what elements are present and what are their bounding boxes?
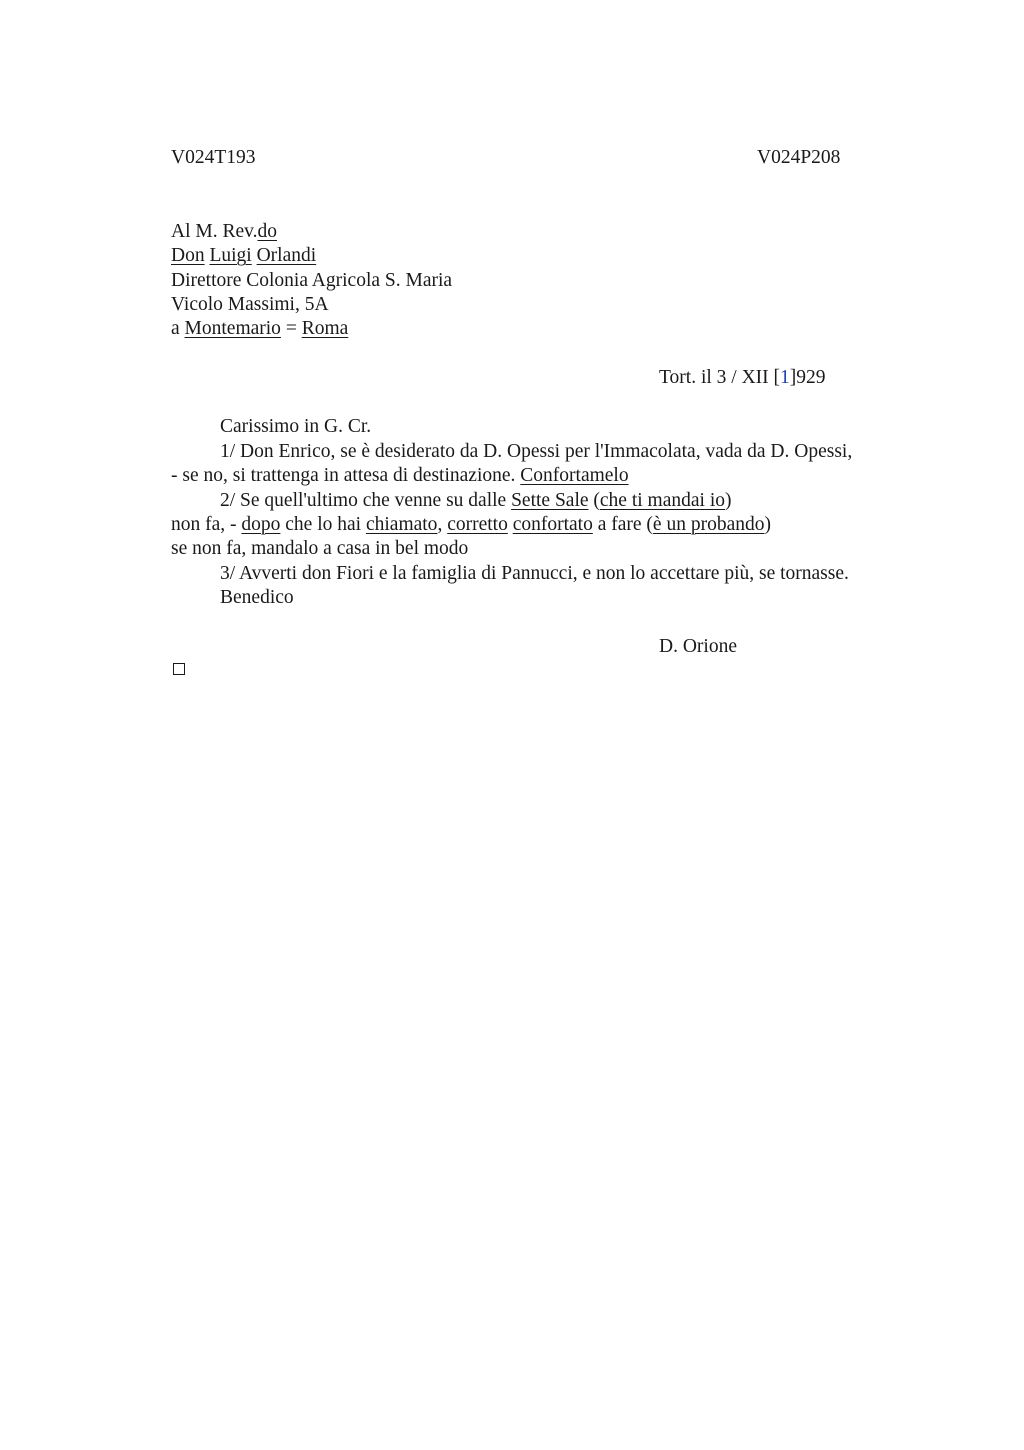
address-title-suffix: do <box>257 221 277 242</box>
address-line-5 <box>171 317 348 341</box>
p2l2-u4: confortato <box>512 514 593 535</box>
p2l1-c: ) <box>725 490 732 511</box>
address-line-3: Direttore Colonia Agricola S. Maria <box>171 270 453 291</box>
p2l1-u1: Sette Sale <box>511 490 589 511</box>
address-first-name: Luigi <box>209 245 252 266</box>
p2l2-u5: è un probando <box>652 514 765 535</box>
footnote-ref[interactable]: 1 <box>780 367 790 388</box>
date-prefix: Tort. il 3 / XII [ <box>659 367 781 388</box>
salutation: Carissimo in G. Cr. <box>220 416 372 437</box>
date-suffix: ]929 <box>789 367 826 388</box>
address-separator: = <box>280 318 302 339</box>
address-last-name: Orlandi <box>256 245 317 266</box>
address-line-2 <box>171 244 316 268</box>
address-place: Montemario <box>184 318 281 339</box>
p2l2-u1: dopo <box>241 514 281 535</box>
signature: D. Orione <box>659 636 737 657</box>
paragraph-2-line-3: se non fa, mandalo a casa in bel modo <box>171 538 469 559</box>
p2l2-b: che lo hai <box>280 514 366 535</box>
address-city: Roma <box>301 318 349 339</box>
p2l1-u2: che ti mandai io <box>599 490 725 511</box>
p2l2-c: , <box>437 514 448 535</box>
p2l2-e: a fare ( <box>592 514 653 535</box>
p2l2-f: ) <box>764 514 771 535</box>
address-line-1 <box>171 220 277 244</box>
paragraph-1-line-2 <box>171 464 629 488</box>
closing: Benedico <box>220 587 294 608</box>
p2l2-u2: chiamato <box>365 514 438 535</box>
letter-date <box>659 366 826 390</box>
header-right-code: V024P208 <box>757 147 841 168</box>
address-don: Don <box>171 245 205 266</box>
p2l2-a: non fa, - <box>171 514 242 535</box>
p2l1-a: 2/ Se quell'ultimo che venne su dalle <box>220 490 512 511</box>
paragraph-2-line-1 <box>220 489 732 513</box>
square-outline-icon <box>173 663 185 675</box>
paragraph-1-line-1: 1/ Don Enrico, se è desiderato da D. Opessi per l'Immacolata, vada da D. Opessi, <box>220 441 853 462</box>
p2l1-b: ( <box>588 490 600 511</box>
p1-text: - se no, si trattenga in attesa di destinazione. <box>171 465 521 486</box>
address-place-prefix: a <box>171 318 185 339</box>
p2l2-u3: corretto <box>447 514 508 535</box>
paragraph-3-line-1: 3/ Avverti don Fiori e la famiglia di Pannucci, e non lo accettare più, se tornasse. <box>220 563 849 584</box>
header-left-code: V024T193 <box>171 147 256 168</box>
paragraph-2-line-2 <box>171 513 771 537</box>
p1-underlined: Confortamelo <box>520 465 629 486</box>
address-line-4: Vicolo Massimi, 5A <box>171 294 329 315</box>
address-title: Al M. Rev. <box>171 221 258 242</box>
